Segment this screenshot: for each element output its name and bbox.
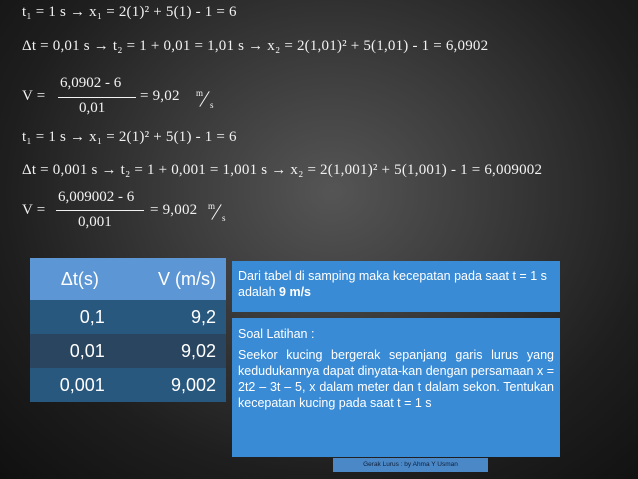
velocity-label: V =	[22, 202, 46, 218]
conclusion-text: Dari tabel di samping maka kecepatan pada saat t = 1 s adalah	[238, 269, 547, 299]
velocity-label: V =	[22, 88, 46, 104]
table-row	[30, 334, 226, 368]
unit-denominator: s	[210, 100, 214, 110]
fraction-line	[58, 97, 136, 98]
table-header-dt: Δt(s)	[30, 258, 129, 300]
velocity-result: = 9,02	[140, 88, 180, 104]
fraction-denominator: 0,001	[78, 214, 112, 230]
velocity-table	[30, 258, 226, 402]
unit-denominator: s	[222, 213, 226, 223]
conclusion-answer: 9 m/s	[279, 285, 311, 299]
exercise-body: Seekor kucing bergerak sepanjang garis lurus yang kedudukannya dapat dinyata-kan dengan persamaan x = 2t2 – 3t – 5, x dalam meter dan t dalam sekon. Tentukan kecepatan kucing pada saat t = 1 s	[238, 348, 554, 410]
table-cell: 9,002	[129, 368, 226, 402]
fraction-denominator: 0,01	[79, 100, 106, 116]
unit-numerator: m	[196, 88, 204, 98]
exercise-title: Soal Latihan :	[238, 327, 315, 341]
equation-line: Δt = 0,001 s → t₂ = 1 + 0,001 = 1,001 s → x₂ = 2(1,001)² + 5(1,001) - 1 = 6,009002	[22, 162, 543, 178]
table-cell: 9,2	[129, 300, 226, 334]
table-header-v: V (m/s)	[129, 258, 226, 300]
footer-credit: Gerak Lurus : by Ahma Y Usman	[333, 458, 488, 472]
conclusion-box	[232, 261, 560, 312]
table-cell: 0,1	[30, 300, 129, 334]
velocity-result: = 9,002	[150, 202, 198, 218]
table-cell: 0,001	[30, 368, 129, 402]
fraction-numerator: 6,0902 - 6	[60, 75, 122, 91]
exercise-box	[232, 318, 560, 457]
equation-line: t₁ = 1 s → x₁ = 2(1)² + 5(1) - 1 = 6	[22, 4, 237, 20]
unit-numerator: m	[208, 201, 216, 211]
equation-line: Δt = 0,01 s → t₂ = 1 + 0,01 = 1,01 s → x₂ = 2(1,01)² + 5(1,01) - 1 = 6,0902	[22, 38, 489, 54]
table-cell: 9,02	[129, 334, 226, 368]
table-cell: 0,01	[30, 334, 129, 368]
table-row	[30, 300, 226, 334]
fraction-numerator: 6,009002 - 6	[58, 189, 135, 205]
equation-line: t₁ = 1 s → x₁ = 2(1)² + 5(1) - 1 = 6	[22, 129, 237, 145]
table-row	[30, 368, 226, 402]
fraction-line	[56, 210, 144, 211]
